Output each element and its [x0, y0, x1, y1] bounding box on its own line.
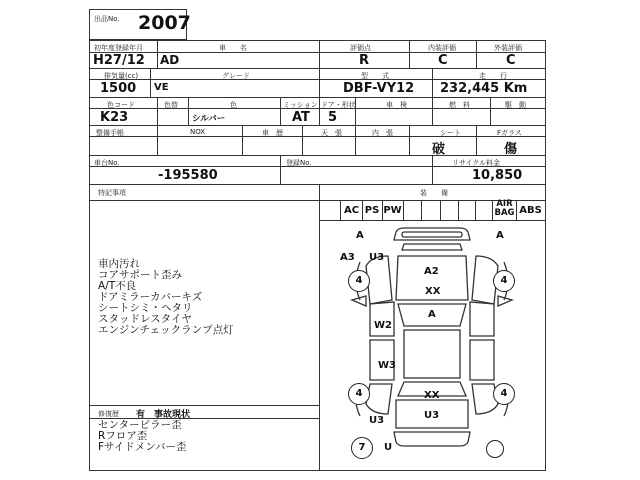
repair-label: 修復歴	[98, 410, 119, 418]
color-change-label: 色替	[164, 101, 178, 109]
nox-label: NOX	[190, 128, 206, 136]
mark-u3-top: U3	[369, 252, 385, 263]
remark-line: コアサポート歪み	[98, 269, 182, 281]
recycle-label: リサイクル料金	[452, 159, 501, 167]
door-label: ドア・形状	[321, 101, 356, 109]
chassis-label: 車台No.	[94, 159, 120, 167]
car-name-value: AD	[160, 53, 180, 67]
mark-front-left: A	[356, 230, 364, 241]
mark-front-right: A	[496, 230, 504, 241]
mileage-value: 232,445 Km	[440, 81, 528, 96]
history-label: 車 歴	[262, 129, 283, 137]
remark-line: ドアミラーカバーキズ	[98, 291, 203, 303]
remark-line: A/T不良	[98, 280, 137, 292]
remark-line: エンジンチェックランプ点灯	[98, 324, 234, 336]
spare-tire: 7	[351, 437, 373, 459]
seat-label: シート	[440, 129, 461, 137]
mark-a3: A3	[340, 252, 355, 263]
equipment-label: 装 備	[420, 189, 448, 197]
repair-line: Rフロア歪	[98, 430, 148, 442]
equip-pw: PW	[383, 205, 402, 216]
remarks-label: 特記事項	[98, 189, 126, 197]
color-code-value: K23	[100, 110, 129, 125]
mission-label: ミッション	[283, 101, 318, 109]
tire-rear-left: 4	[348, 383, 370, 405]
color-value: シルバー	[192, 114, 226, 124]
grade-label: グレード	[222, 72, 250, 80]
registration-label: 初年度登録年月	[94, 44, 143, 52]
mileage-label: 走 行	[479, 72, 507, 80]
mark-u3-bottom: U3	[369, 415, 385, 426]
exterior-score-value: C	[506, 53, 516, 68]
tire-front-left: 4	[348, 270, 370, 292]
door-value: 5	[328, 110, 338, 125]
color-label: 色	[230, 101, 237, 109]
tire-front-right: 4	[493, 270, 515, 292]
model-label: 型 式	[361, 72, 389, 80]
recycle-value: 10,850	[472, 168, 523, 183]
seat-value: 破	[432, 142, 446, 157]
reg-no-label: 登録No.	[286, 159, 312, 167]
repair-line: センターピラー歪	[98, 419, 182, 431]
lot-label: 出品No.	[94, 15, 120, 23]
inspection-label: 車 検	[386, 101, 407, 109]
equip-ps: PS	[364, 205, 380, 216]
fuel-label: 燃 料	[449, 101, 470, 109]
tire-rear-right: 4	[493, 383, 515, 405]
equip-ac: AC	[343, 205, 360, 216]
mark-u3-rear: U3	[424, 410, 440, 421]
mark-a-windshield: A	[428, 309, 436, 320]
displacement-label: 排気量(cc)	[104, 72, 139, 80]
interior-score-value: C	[438, 53, 448, 68]
car-name-label: 車 名	[219, 44, 247, 52]
remark-line: スタッドレスタイヤ	[98, 313, 192, 325]
drive-label: 駆 動	[505, 101, 526, 109]
grade-value: VE	[154, 82, 169, 93]
lot-number: 2007	[138, 12, 191, 34]
score-label: 評価点	[350, 44, 371, 52]
equip-airbag: AIR BAG	[494, 199, 515, 218]
spare-tire-right	[486, 440, 504, 458]
glass-value: 傷	[504, 142, 518, 157]
exterior-score-label: 外装評価	[494, 44, 522, 52]
manual-label: 整備手帳	[96, 129, 124, 137]
displacement-value: 1500	[100, 81, 137, 96]
score-value: R	[359, 53, 370, 68]
ceiling-label: 天 張	[321, 129, 342, 137]
mark-a2: A2	[424, 266, 439, 277]
mark-w2: W2	[374, 320, 392, 331]
mark-xx-hood: XX	[425, 286, 441, 297]
repair-status: 有 事故現状	[136, 410, 191, 420]
registration-value: H27/12	[93, 53, 145, 68]
remark-line: 車内汚れ	[98, 258, 140, 270]
glass-label: Fガラス	[497, 129, 522, 137]
interior-lining-label: 内 張	[372, 129, 393, 137]
model-value: DBF-VY12	[343, 81, 415, 96]
mark-xx-rear: XX	[424, 390, 440, 401]
mission-value: AT	[292, 110, 310, 125]
remark-line: シートシミ・ヘタリ	[98, 302, 193, 314]
color-code-label: 色コード	[107, 101, 135, 109]
mark-u-bottom: U	[384, 442, 393, 453]
chassis-value: -195580	[158, 168, 218, 183]
repair-line: Fサイドメンバー歪	[98, 441, 187, 453]
equip-abs: ABS	[519, 205, 542, 216]
interior-score-label: 内装評価	[428, 44, 456, 52]
mark-w3: W3	[378, 360, 396, 371]
